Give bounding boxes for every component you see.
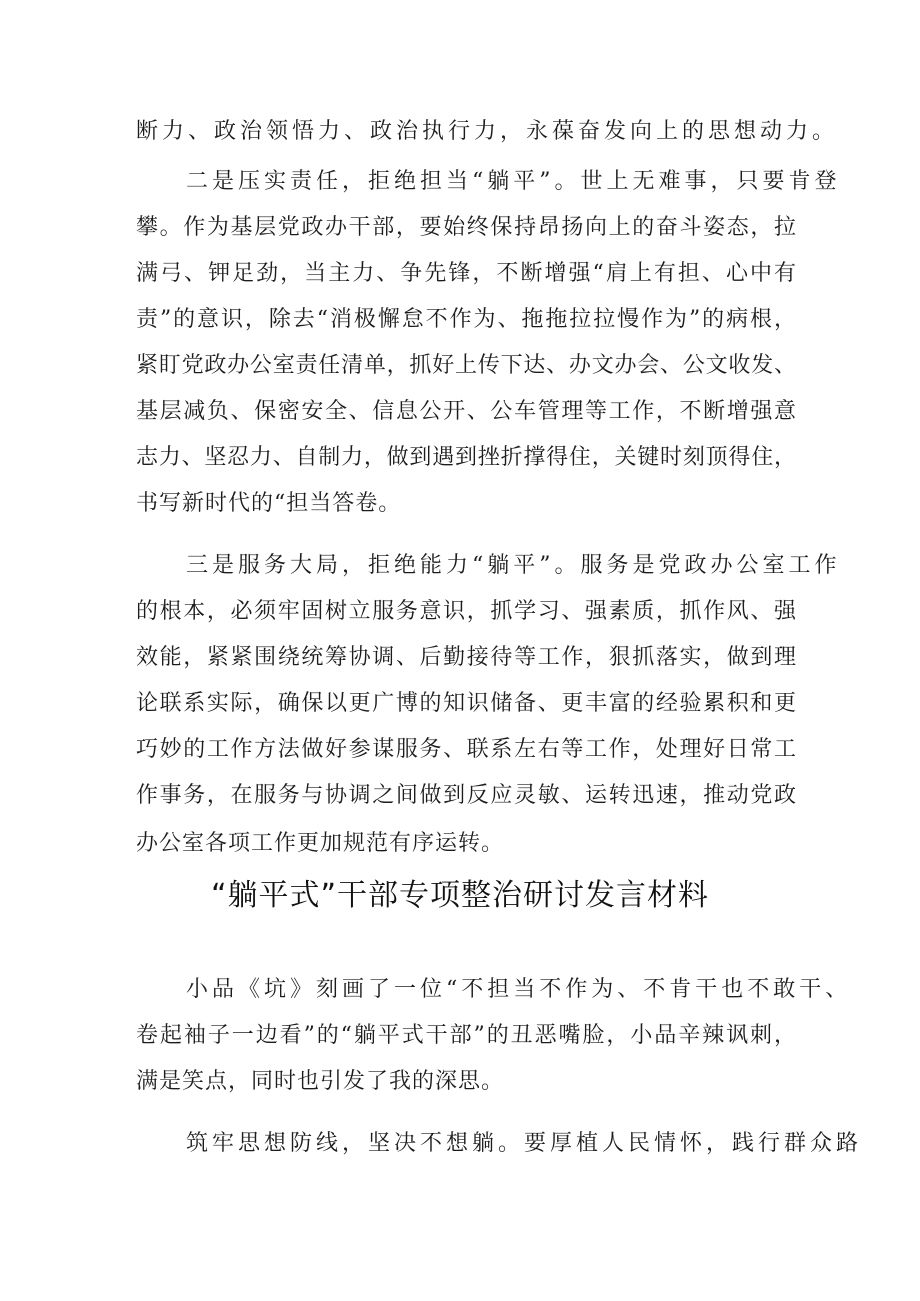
section-title: “躺平式”干部专项整治研讨发言材料 [210,878,710,913]
paragraph-line: 书写新时代的“担当答卷。 [136,491,402,516]
paragraph-line: 效能，紧紧围绕统筹协调、后勤接待等工作，狠抓落实，做到理 [136,645,796,670]
paragraph-line: 二是压实责任，拒绝担当“躺平”。世上无难事，只要肯登 [186,169,841,194]
paragraph-line: 卷起袖子一边看”的“躺平式干部”的丑恶嘴脸，小品辛辣讽刺， [136,1023,796,1048]
paragraph-line: 责”的意识，除去“消极懈怠不作为、拖拖拉拉慢作为”的病根， [136,307,796,332]
paragraph-line: 巧妙的工作方法做好参谋服务、联系左右等工作，处理好日常工 [136,737,796,762]
paragraph-line: 小品《坑》刻画了一位“不担当不作为、不肯干也不敢干、 [186,977,852,1002]
paragraph-line: 满弓、钾足劲，当主力、争先锋，不断增强“肩上有担、心中有 [136,261,796,286]
paragraph-line: 办公室各项工作更加规范有序运转。 [136,831,505,856]
paragraph-line: 基层减负、保密安全、信息公开、公车管理等工作，不断增强意 [136,399,796,424]
paragraph-line: 论联系实际，确保以更广博的知识储备、更丰富的经验累积和更 [136,691,796,716]
paragraph-line: 筑牢思想防线，坚决不想躺。要厚植人民情怀，践行群众路 [186,1131,863,1156]
paragraph-line: 紧盯党政办公室责任清单，抓好上传下达、办文办会、公文收发、 [136,353,796,378]
paragraph-line: 三是服务大局，拒绝能力“躺平”。服务是党政办公室工作 [186,553,841,578]
paragraph-line: 攀。作为基层党政办干部，要始终保持昂扬向上的奋斗姿态，拉 [136,215,796,240]
paragraph-line: 的根本，必须牢固树立服务意识，抓学习、强素质，抓作风、强 [136,599,796,624]
paragraph-line: 满是笑点，同时也引发了我的深思。 [136,1069,505,1094]
paragraph-line: 作事务，在服务与协调之间做到反应灵敏、运转迅速，推动党政 [136,783,796,808]
paragraph-line: 断力、政治领悟力、政治执行力，永葆奋发向上的思想动力。 [136,119,839,144]
paragraph-line: 志力、坚忍力、自制力，做到遇到挫折撑得住，关键时刻顶得住， [136,445,796,470]
